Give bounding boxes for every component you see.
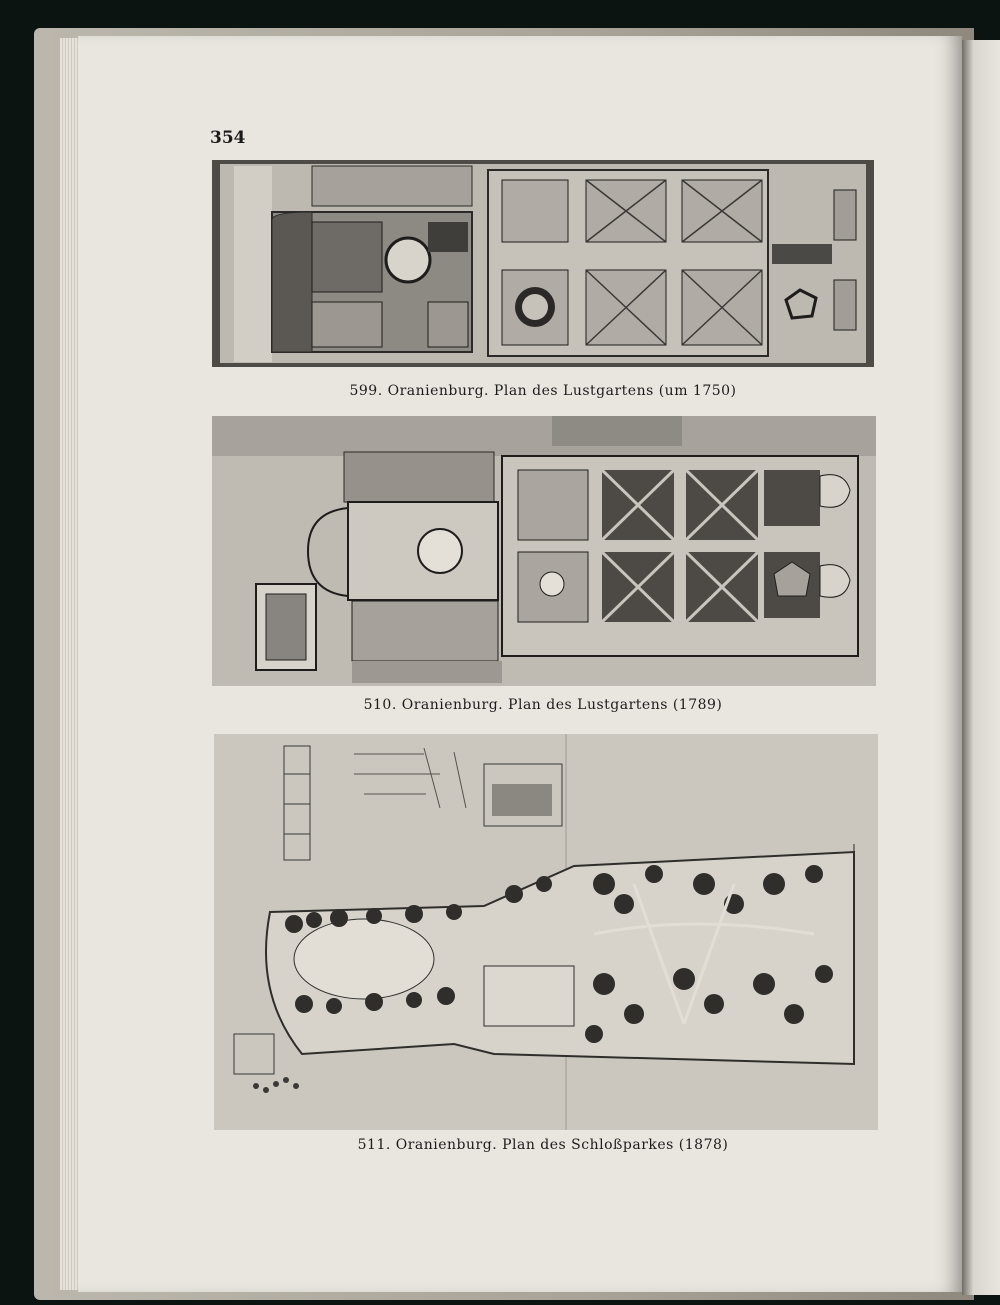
figure-caption-3: 511. Oranienburg. Plan des Schloßparkes (1878) — [357, 1137, 729, 1153]
garden-plan-1750-image — [212, 160, 874, 367]
garden-plan-1789-image — [212, 416, 876, 686]
facing-page-edge — [962, 40, 1000, 1295]
figure-caption-1: 599. Oranienburg. Plan des Lustgartens (um 1750) — [349, 383, 737, 399]
park-plan-1878-image — [214, 734, 878, 1130]
figure-caption-2: 510. Oranienburg. Plan des Lustgartens (1789) — [363, 697, 723, 713]
page-number: 354 — [210, 128, 246, 148]
page-edges — [60, 38, 80, 1290]
